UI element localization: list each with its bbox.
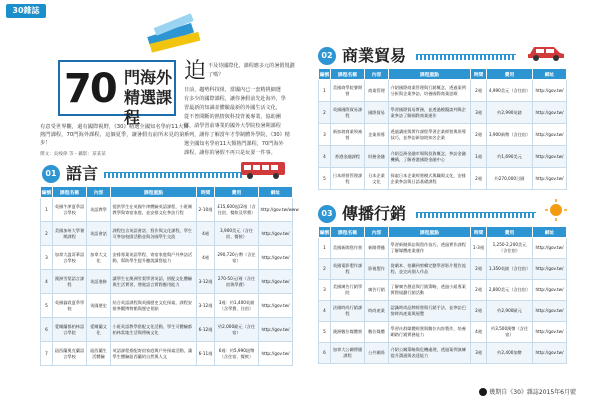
column-header: 時間 [471, 69, 487, 80]
table-cell: 2週 [471, 124, 487, 146]
editor-line: 從不曾間斷的熱情與科技背後專業，協助團 [184, 114, 281, 120]
credit-line: 撰文：吳峻偉 等・攝影：某某某 [40, 152, 106, 157]
column-header: 內容 [365, 69, 389, 80]
table-cell: 1 [319, 80, 331, 102]
table-cell[interactable]: http://gov.tw/ [533, 301, 567, 322]
table-row [41, 198, 293, 222]
column-header: 課程重點 [111, 187, 197, 198]
table-cell: 6 [319, 343, 331, 364]
column-header: 費用 [487, 227, 533, 238]
table-cell: 約2,000歐元（含住宿） [215, 318, 259, 342]
table-cell: 4週 [197, 246, 215, 270]
table-cell: 3 [41, 246, 53, 270]
table-header-row [41, 187, 293, 198]
column-header: 費用 [487, 69, 533, 80]
column-header: 課程名稱 [331, 69, 365, 80]
column-header: 編號 [319, 227, 331, 238]
table-cell: 2週 [471, 168, 487, 190]
table-cell[interactable]: http://gov.tw/ [533, 168, 567, 190]
table-cell: 3,900美元（含住宿、餐飲） [215, 222, 259, 246]
table-cell: 1 [41, 198, 53, 222]
table-cell: 時尚產業 [365, 301, 389, 322]
table-cell: 3週 [471, 102, 487, 124]
table-cell: 2,800美元（含住宿） [487, 280, 533, 301]
table-cell: 1 [319, 238, 331, 259]
business-course-table [318, 68, 567, 190]
table-cell: 財務金融 [365, 146, 389, 168]
table-cell: 4 [41, 270, 53, 294]
table-cell: 介紹國際商業管理與行銷概念，透過案例分析與企業參訪，培養國際商業思維 [389, 80, 471, 102]
table-cell: 5 [41, 294, 53, 318]
table-cell: 美國加州大學暑期課程 [53, 222, 87, 246]
table-cell: 介紹公關策略與危機處理，透過案例演練提升溝通與表達能力 [389, 343, 471, 364]
table-cell: £15,600起/2週（含住宿、餐飲及學費） [215, 198, 259, 222]
table-cell: 從劇本、拍攝到剪輯完整學習影片製作流程，並完成個人作品 [389, 259, 471, 280]
table-cell[interactable]: http://gov.tw/ [533, 146, 567, 168]
table-row [41, 222, 293, 246]
table-cell: 課程包含英語會話、寫作與文化課程，學生可參加校園活動並與各國學生交流 [111, 222, 197, 246]
table-cell: 透過講座與實作課程學習企業經營與領導技巧，並參訪新加坡知名企業 [389, 124, 471, 146]
table-cell: 英國歷史 [87, 294, 111, 318]
table-cell[interactable]: http://gov.tw/ [533, 322, 567, 343]
table-cell: 澳洲數位媒體營 [331, 322, 365, 343]
table-cell: 3週 [471, 343, 487, 364]
column-header: 課程重點 [389, 69, 471, 80]
table-cell: 2週 [471, 80, 487, 102]
table-cell: 結合英語課程與英國歷史文化探索，課程安排參觀博物館與歷史景點 [111, 294, 197, 318]
section-bar [416, 212, 536, 218]
table-cell: 商業管理 [365, 80, 389, 102]
table-cell: 新加坡商業領袖營 [331, 124, 365, 146]
footer-text: 幾期自《30》雜誌2015年6月號 [489, 388, 576, 396]
table-cell: 廣告行銷 [365, 280, 389, 301]
table-cell: 1-3週 [471, 238, 487, 259]
table-row [319, 238, 567, 259]
table-cell: 學習國際貿易實務，並透過模擬談判與企業參訪了解國際商業運作 [389, 102, 471, 124]
table-cell: 新聞傳播 [365, 238, 389, 259]
table-row [41, 342, 293, 366]
table-cell: 2-10週 [197, 198, 215, 222]
table-cell: 小班英語教學搭配文化活動，學生可體驗都柏林當地生活與傳統文化 [111, 318, 197, 342]
language-course-table [40, 186, 299, 366]
table-cell: 2週 [471, 280, 487, 301]
table-cell: 美國商學院暑期營 [331, 80, 365, 102]
table-cell[interactable]: http://gov.tw/ [533, 259, 567, 280]
table-cell: 290,720台幣（含住宿） [215, 246, 259, 270]
editor-line: 選全國知名學府11大類熱門課程，70門海外 [184, 141, 284, 147]
table-cell: 2 [319, 102, 331, 124]
table-cell: 愛爾蘭文化 [87, 318, 111, 342]
table-cell: 1,250-2,200美元（含住宿） [487, 238, 533, 259]
table-cell: 3 [319, 280, 331, 301]
title-number: 70 [64, 66, 116, 112]
table-cell: 6-12週 [197, 318, 215, 342]
table-row [319, 259, 567, 280]
table-cell: 1週 [471, 146, 487, 168]
table-cell: 英語教學 [87, 198, 111, 222]
table-cell: 約3,500澳幣（含住宿） [487, 322, 533, 343]
table-cell: 4 [319, 301, 331, 322]
table-cell: 英國電影製作課程 [331, 259, 365, 280]
table-cell: 法國時尚行銷課程 [331, 301, 365, 322]
table-row [319, 343, 567, 364]
table-cell: 6週：約5,990紐幣（含住宿、餐飲） [215, 342, 259, 366]
table-cell: 約2,990英鎊 [487, 102, 533, 124]
table-cell: 安排專業英語學程、寄宿家庭與戶外參訪活動，幫助學生提升聽說讀寫能力 [111, 246, 197, 270]
editor-dropcap: 迫 [184, 59, 207, 84]
table-cell: 日本經營管理課程 [331, 168, 365, 190]
table-cell: 英國倫敦夏季學校 [53, 294, 87, 318]
column-header: 內容 [365, 227, 389, 238]
table-cell: 澳洲雪梨語言課程 [53, 270, 87, 294]
section-title: 傳播行銷 [342, 204, 407, 223]
table-row [41, 270, 293, 294]
title-line-1: 門海外 [124, 68, 173, 87]
column-header: 時間 [197, 187, 215, 198]
table-row [319, 102, 567, 124]
table-cell: 國際貿易 [365, 102, 389, 124]
table-row [41, 246, 293, 270]
table-cell[interactable]: http://gov.tw/ [259, 342, 293, 366]
table-cell: 加拿大溫哥華語言學校 [53, 246, 87, 270]
column-header: 編號 [319, 69, 331, 80]
table-cell[interactable]: http://gov.tw/ [259, 222, 293, 246]
column-header: 時間 [471, 227, 487, 238]
table-cell: 了解廣告創意與行銷策略，透過小組專案實際規劃行銷活動 [389, 280, 471, 301]
table-cell: 3 [319, 124, 331, 146]
section-header-media [318, 204, 568, 224]
table-cell: 1,350英鎊（含住宿） [487, 259, 533, 280]
books-illustration [140, 16, 214, 56]
table-cell: 5 [319, 322, 331, 343]
editor-line: 日前，趨勢科技組，當國內已一套精挑細選 [184, 87, 281, 93]
intro-text: 有意受世界觀，還有國際視野，《30》精選全國知名學府11大類熱門課程，70門海外課程，這個夏季，讓暑假有前所未見的第一步！ [40, 124, 190, 146]
table-cell: 4週 [471, 322, 487, 343]
table-cell: 加拿大文化 [87, 246, 111, 270]
editor-line: 不及待國際化，課程應多元的暑假規劃 [208, 63, 295, 69]
section-title: 語言 [66, 164, 99, 183]
section-number: 02 [318, 47, 336, 65]
table-cell[interactable]: http://gov.tw/ [259, 294, 293, 318]
table-row [41, 318, 293, 342]
table-cell: 約2,900歐元 [487, 301, 533, 322]
table-cell: 企業領導 [365, 124, 389, 146]
table-row [319, 322, 567, 343]
table-cell: 7 [41, 342, 53, 366]
column-header: 網址 [259, 187, 293, 198]
sun-icon [544, 198, 568, 222]
table-cell: 2 [41, 222, 53, 246]
column-header: 費用 [215, 187, 259, 198]
footer-source [479, 387, 576, 397]
table-cell[interactable]: http://gov.tw/ [259, 246, 293, 270]
table-cell: 約2,400加幣 [487, 343, 533, 364]
table-cell: 270-50元/週（含住宿與學費） [215, 270, 259, 294]
editor-line: 系列，讓你了解當年才學制體外學院，《30》精 [184, 132, 290, 138]
table-row [319, 301, 567, 322]
table-cell: 探索日本企業經營模式與職場文化，安排企業參訪與日語基礎課程 [389, 168, 471, 190]
table-cell: 約1,690美元 [487, 146, 533, 168]
editor-line: 隊，請學習前專業的國外大學院校暑期課程 [184, 123, 281, 129]
bus-icon [240, 160, 288, 180]
column-header: 內容 [87, 187, 111, 198]
table-row [319, 146, 567, 168]
table-cell: 介紹亞洲金融市場與投資概念，參訪金融機構，了解香港國際金融中心 [389, 146, 471, 168]
table-cell: 英語進修 [87, 270, 111, 294]
table-cell: 讓學生在澳洲雪梨學習英語，搭配文化體驗與生活實習，增進語言實際應用能力 [111, 270, 197, 294]
column-header: 課程名稱 [331, 227, 365, 238]
table-cell: 加拿大公關傳播課程 [331, 343, 365, 364]
table-cell[interactable]: http://gov.tw/ [259, 270, 293, 294]
footer-dot-icon [479, 388, 487, 396]
table-cell[interactable]: http://gov.tw/ [533, 124, 567, 146]
table-cell: 3-12週 [197, 270, 215, 294]
column-header: 網址 [533, 69, 567, 80]
table-cell: 2週 [471, 301, 487, 322]
section-bar [104, 172, 242, 178]
table-cell: 香港金融課程 [331, 146, 365, 168]
magazine-badge: 30雜誌 [6, 4, 46, 18]
table-cell: 英國國際貿易課程 [331, 102, 365, 124]
table-cell: 英國牛津夏季語言學校 [53, 198, 87, 222]
table-cell: 4 [319, 146, 331, 168]
section-number: 03 [318, 205, 336, 223]
title-box [58, 60, 176, 127]
table-row [41, 294, 293, 318]
car-icon [526, 42, 566, 62]
table-row [319, 168, 567, 190]
editor-line: 了嗎？ [208, 72, 224, 78]
table-row [319, 124, 567, 146]
table-cell: 數位媒體 [365, 322, 389, 343]
table-cell[interactable]: http://gov.tw/www [259, 198, 293, 222]
editor-line: 課程，讓你的暑假不再只是玩耍一件事。 [184, 150, 276, 156]
table-cell[interactable]: http://gov.tw/ [533, 280, 567, 301]
table-cell[interactable]: http://gov.tw/ [259, 318, 293, 342]
column-header: 課程名稱 [53, 187, 87, 198]
table-cell: 6 [41, 318, 53, 342]
table-cell: 4,990美元（含住宿） [487, 80, 533, 102]
table-cell: 提供學生在英國牛津體驗英語課程，小班制教學與寄宿家庭，並安排文化參訪行程 [111, 198, 197, 222]
table-cell: 3-12週 [197, 294, 215, 318]
table-header-row [319, 227, 567, 238]
table-cell: 日本企業文化 [365, 168, 389, 190]
table-cell: 美國廣告行銷學院 [331, 280, 365, 301]
table-cell[interactable]: http://gov.tw/ [533, 102, 567, 124]
table-cell[interactable]: http://gov.tw/ [533, 238, 567, 259]
table-cell: 紐西蘭生活體驗 [87, 342, 111, 366]
table-cell: 英語課程搭配寄宿家庭與戶外探索活動，讓學生體驗紐西蘭的自然與人文 [111, 342, 197, 366]
table-cell: 3週：約1,400英鎊（含學費、住宿） [215, 294, 259, 318]
section-title: 商業貿易 [342, 46, 407, 65]
section-number: 01 [42, 165, 60, 183]
table-cell: 約270,000日圓 [487, 168, 533, 190]
column-header: 網址 [533, 227, 567, 238]
table-header-row [319, 69, 567, 80]
editor-line: 有多少的國際課程，讓你暑假前先赴海外，學 [184, 96, 286, 102]
table-cell: 認識時尚品牌經營與行銷手法，並參訪巴黎時尚產業與展覽 [389, 301, 471, 322]
table-cell: 學習社群媒體經營與數位內容製作，培養網路行銷實務能力 [389, 322, 471, 343]
table-cell: 學習新聞採訪與寫作技巧，透過實作課程了解媒體產業運作 [389, 238, 471, 259]
media-course-table [318, 226, 567, 364]
editor-line: 習最新的知識並體驗最新的外國生活文化， [184, 105, 281, 111]
table-cell: 紐西蘭奧克蘭語言學校 [53, 342, 87, 366]
table-cell: 英語會話 [87, 222, 111, 246]
column-header: 編號 [41, 187, 53, 198]
table-row [319, 80, 567, 102]
table-cell: 6-11週 [197, 342, 215, 366]
section-bar [416, 54, 516, 60]
table-cell: 2週 [471, 259, 487, 280]
table-cell: 3,900新幣（含住宿） [487, 124, 533, 146]
table-cell: 愛爾蘭都柏林語言學院 [53, 318, 87, 342]
column-header: 課程重點 [389, 227, 471, 238]
table-row [319, 280, 567, 301]
table-cell[interactable]: http://gov.tw/ [533, 343, 567, 364]
table-cell: 2 [319, 259, 331, 280]
table-cell: 影視製作 [365, 259, 389, 280]
table-cell: 美國新聞寫作營 [331, 238, 365, 259]
table-cell[interactable]: http://gov.tw/ [533, 80, 567, 102]
table-cell: 4週 [197, 222, 215, 246]
table-cell: 5 [319, 168, 331, 190]
title-line-2: 精選課程 [124, 88, 173, 127]
table-cell: 公共關係 [365, 343, 389, 364]
